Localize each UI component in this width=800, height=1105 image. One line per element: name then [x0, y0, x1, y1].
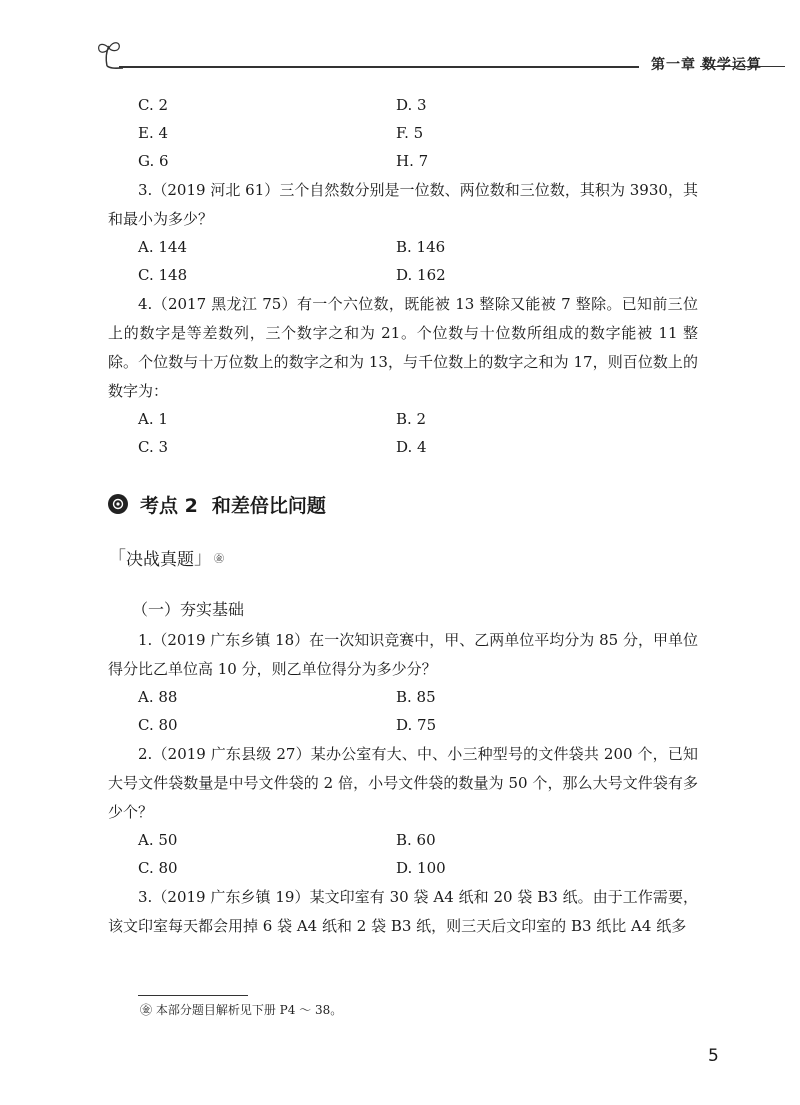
option-a: A. 50 [138, 831, 178, 849]
question-4-text: 4.（2017 黑龙江 75）有一个六位数，既能被 13 整除又能被 7 整除。已知前三位上的数字是等差数列，三个数字之和为 21。个位数与十位数所组成的数字能被 11 整除。个位数与十万位数上的数字之和为 13，与千位数上的数字之和为 17，则百位数上的数字为： [108, 295, 698, 400]
footnote-mark-icon: ㊎ [214, 553, 224, 565]
s-question-3-text: 3.（2019 广东乡镇 19）某文印室有 30 袋 A4 纸和 20 袋 B3 纸。由于工作需要，该文印室每天都会用掉 6 袋 A4 纸和 2 袋 B3 纸，则三天后文印室的 B3 纸比 A4 纸多 [108, 888, 698, 935]
option-row [108, 712, 698, 740]
option-b: B. 146 [396, 238, 446, 256]
option-e: E. 4 [138, 124, 169, 142]
option-c: C. 3 [138, 438, 169, 456]
option-row [108, 92, 698, 120]
options-block-1 [108, 92, 698, 176]
option-c: C. 80 [138, 859, 178, 877]
option-h: H. 7 [396, 152, 429, 170]
option-row [108, 434, 698, 462]
option-d: D. 4 [396, 438, 427, 456]
option-row [108, 148, 698, 176]
option-row [108, 262, 698, 290]
section-heading [108, 486, 698, 522]
page-content [108, 92, 698, 941]
option-d: D. 162 [396, 266, 446, 284]
option-row [108, 234, 698, 262]
option-a: A. 88 [138, 688, 178, 706]
s-question-2-text: 2.（2019 广东县级 27）某办公室有大、中、小三种型号的文件袋共 200 个，已知大号文件袋数量是中号文件袋的 2 倍，小号文件袋的数量为 50 个，那么大号文件袋有多少个？ [108, 745, 698, 821]
option-b: B. 2 [396, 410, 427, 428]
option-d: D. 3 [396, 96, 427, 114]
page-header [95, 38, 785, 74]
subsection-heading: （一）夯实基础 [132, 600, 245, 619]
option-a: A. 144 [138, 238, 187, 256]
option-row [108, 684, 698, 712]
box-title [108, 540, 698, 574]
option-c: C. 80 [138, 716, 178, 734]
header-rule-right [700, 66, 785, 67]
option-d: D. 75 [396, 716, 437, 734]
section-title: 和差倍比问题 [211, 494, 326, 517]
option-row [108, 406, 698, 434]
option-row [108, 855, 698, 883]
option-f: F. 5 [396, 124, 424, 142]
section-code: 考点 2 [140, 494, 198, 517]
bracket-right: 」 [194, 548, 212, 569]
option-row [108, 827, 698, 855]
bracket-left: 「 [108, 548, 126, 569]
question-3-text: 3.（2019 河北 61）三个自然数分别是一位数、两位数和三位数，其积为 3930，其和最小为多少？ [108, 181, 698, 228]
sprout-icon [95, 38, 135, 74]
option-c: C. 2 [138, 96, 169, 114]
footnote: ㊎ 本部分题目解析见下册 P4 ～ 38。 [140, 1003, 343, 1017]
option-b: B. 60 [396, 831, 436, 849]
option-a: A. 1 [138, 410, 168, 428]
option-g: G. 6 [138, 152, 169, 170]
page-number: 5 [708, 1046, 719, 1066]
option-c: C. 148 [138, 266, 188, 284]
option-row [108, 120, 698, 148]
box-title-text: 决战真题 [126, 549, 194, 570]
header-rule-left [119, 66, 639, 68]
footnote-rule [138, 995, 248, 996]
chapter-title: 第一章 数学运算 [651, 57, 762, 73]
option-d: D. 100 [396, 859, 446, 877]
target-icon [108, 494, 128, 514]
option-b: B. 85 [396, 688, 436, 706]
s-question-1-text: 1.（2019 广东乡镇 18）在一次知识竞赛中，甲、乙两单位平均分为 85 分，甲单位得分比乙单位高 10 分，则乙单位得分为多少分？ [108, 631, 698, 678]
